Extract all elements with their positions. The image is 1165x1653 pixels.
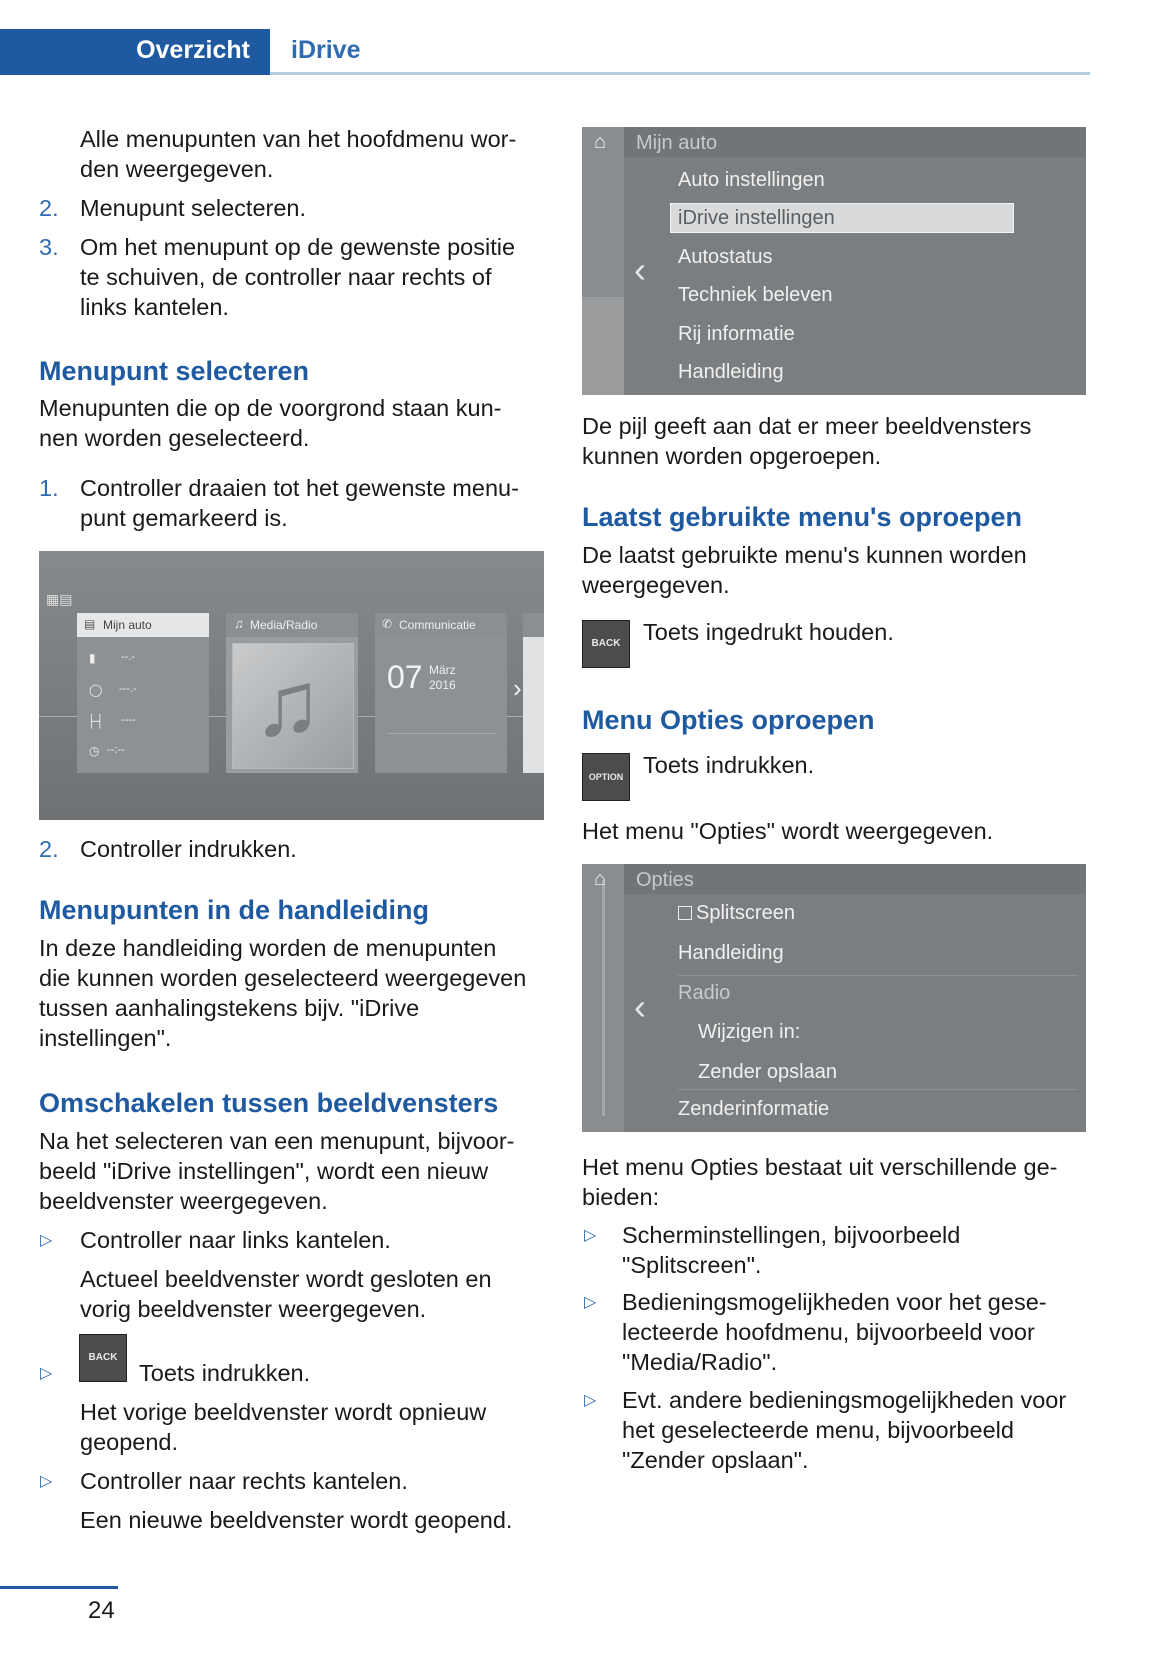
- divider: [387, 733, 497, 734]
- chevron-right-icon: ›: [513, 673, 522, 703]
- menu-item: Wijzigen in:: [698, 1021, 801, 1043]
- header-subsection: iDrive: [291, 36, 361, 64]
- divider: [678, 975, 1078, 976]
- paragraph-line: instellingen".: [39, 1025, 172, 1051]
- bullet-triangle-icon: ▷: [40, 1365, 53, 1382]
- back-key-icon: BACK: [79, 1334, 127, 1382]
- bullet-text: "Zender opslaan".: [622, 1447, 809, 1473]
- menu-item: Handleiding: [678, 361, 784, 383]
- checkbox-icon: [678, 906, 692, 920]
- gauge-icon: ◯: [89, 683, 103, 697]
- intro-line-2: den weergegeven.: [80, 156, 274, 182]
- menu-item: Handleiding: [678, 942, 784, 964]
- bullet-text: Controller naar links kantelen.: [80, 1227, 391, 1253]
- back-key-icon: BACK: [582, 620, 630, 668]
- paragraph-line: kunnen worden opgeroepen.: [582, 443, 882, 469]
- home-icon: ⌂: [594, 131, 607, 153]
- step-text: Controller draaien tot het gewenste menu-: [80, 475, 519, 501]
- bullet-text: "Splitscreen".: [622, 1252, 762, 1278]
- screen-title: Opties: [636, 869, 694, 891]
- menu-item: Autostatus: [678, 246, 773, 268]
- tile-label: Mijn auto: [103, 618, 152, 632]
- paragraph-line: In deze handleiding worden de menupunten: [39, 935, 497, 961]
- bullet-text: "Media/Radio".: [622, 1349, 778, 1375]
- tile-next-partial: [523, 613, 544, 773]
- bullet-text: het geselecteerde menu, bijvoorbeeld: [622, 1417, 1014, 1443]
- option-key-icon: OPTION: [582, 753, 630, 801]
- clock-icon: ◷: [89, 744, 100, 758]
- bullet-text: Evt. andere bedieningsmogelijkheden voor: [622, 1387, 1067, 1413]
- menu-item-selected: iDrive instellingen: [678, 207, 835, 229]
- tile-row-value: ----: [121, 714, 136, 726]
- heading-laatst-gebruikte: Laatst gebruikte menu's oproepen: [582, 502, 1023, 532]
- bullet-text: Scherminstellingen, bijvoorbeeld: [622, 1222, 961, 1248]
- bullet-subtext: Het vorige beeldvenster wordt opnieuw: [80, 1399, 487, 1425]
- paragraph-line: Het menu "Opties" wordt weergegeven.: [582, 818, 994, 844]
- album-art: [232, 643, 354, 769]
- paragraph-line: beeld "iDrive instellingen", wordt een nieuw: [39, 1158, 489, 1184]
- heading-menu-opties: Menu Opties oproepen: [582, 705, 875, 735]
- tile-row-value: --:--: [107, 744, 125, 756]
- tile-row-value: --.-: [121, 651, 136, 663]
- menu-item: Techniek beleven: [678, 284, 833, 306]
- paragraph-line: De pijl geeft aan dat er meer beeldvensters: [582, 413, 1032, 439]
- heading-menupunt-selecteren: Menupunt selecteren: [39, 356, 310, 386]
- paragraph-line: De laatst gebruikte menu's kunnen worden: [582, 542, 1027, 568]
- paragraph-line: Het menu Opties bestaat uit verschillende ge-: [582, 1154, 1058, 1180]
- bullet-text: lecteerde hoofdmenu, bijvoorbeeld voor: [622, 1319, 1035, 1345]
- menu-item: Rij informatie: [678, 323, 795, 345]
- chevron-left-icon: ‹: [634, 986, 646, 1027]
- paragraph-line: nen worden geselecteerd.: [39, 425, 310, 451]
- bullet-triangle-icon: ▷: [40, 1473, 53, 1490]
- bullet-subtext: vorig beeldvenster weergegeven.: [80, 1296, 427, 1322]
- header-section: Overzicht: [136, 36, 250, 64]
- bullet-subtext: geopend.: [80, 1429, 179, 1455]
- divider: [678, 1089, 1078, 1090]
- tile-media-radio: [226, 613, 358, 773]
- step-number: 1.: [39, 475, 59, 501]
- paragraph-line: beeldvenster weergegeven.: [39, 1188, 328, 1214]
- step-text: Controller indrukken.: [80, 836, 297, 862]
- step-number: 3.: [39, 234, 59, 260]
- step-text: links kantelen.: [80, 294, 229, 320]
- step-number: 2.: [39, 195, 59, 221]
- home-icon: ⌂: [594, 868, 607, 890]
- idrive-home-screen: [39, 551, 544, 820]
- tile-label: Communicatie: [399, 618, 476, 632]
- heading-omschakelen: Omschakelen tussen beeldvensters: [39, 1088, 499, 1118]
- paragraph-line: tussen aanhalingstekens bijv. "iDrive: [39, 995, 420, 1021]
- paragraph-line: Na het selecteren van een menupunt, bijvoor-: [39, 1128, 515, 1154]
- instruction-text: Toets ingedrukt houden.: [643, 619, 894, 645]
- header-section-tab: [0, 29, 270, 75]
- bullet-text: Bedieningsmogelijkheden voor het gese-: [622, 1289, 1047, 1315]
- page-number: 24: [88, 1597, 115, 1624]
- step-text: Om het menupunt op de gewenste positie: [80, 234, 516, 260]
- header-rule: [270, 72, 1090, 75]
- scroll-track: [602, 880, 605, 1116]
- date-day: 07: [387, 659, 423, 695]
- music-note-icon: ♫: [253, 653, 322, 755]
- menu-section-label: Radio: [678, 982, 731, 1004]
- menu-item: Zender opslaan: [698, 1061, 837, 1083]
- tile-label: Media/Radio: [250, 618, 318, 632]
- bullet-triangle-icon: ▷: [584, 1392, 597, 1409]
- paragraph-line: die kunnen worden geselecteerd weergegeven: [39, 965, 527, 991]
- chevron-left-icon: ‹: [634, 249, 646, 290]
- paragraph-line: bieden:: [582, 1184, 660, 1210]
- range-icon: ├┤: [87, 714, 105, 728]
- nav-strip-lower: [582, 297, 624, 395]
- tile-row-value: ---.-: [119, 683, 137, 695]
- menu-item: Auto instellingen: [678, 169, 825, 191]
- menu-item: Splitscreen: [696, 902, 795, 924]
- paragraph-line: Menupunten die op de voorgrond staan kun-: [39, 395, 502, 421]
- tile-header: [523, 613, 544, 637]
- settings-icon: ▦▤: [46, 591, 73, 607]
- screen-title: Mijn auto: [636, 132, 718, 154]
- idrive-mijn-auto-screen: [582, 127, 1086, 395]
- car-icon: ▤: [84, 617, 96, 631]
- heading-menupunten-handleiding: Menupunten in de handleiding: [39, 895, 429, 925]
- tile-communicatie: [375, 613, 507, 773]
- bullet-triangle-icon: ▷: [584, 1294, 597, 1311]
- step-text: Menupunt selecteren.: [80, 195, 307, 221]
- date-month: März: [429, 663, 456, 677]
- step-text: te schuiven, de controller naar rechts of: [80, 264, 492, 290]
- tile-mijn-auto: [77, 613, 209, 773]
- bullet-subtext: Een nieuwe beeldvenster wordt geopend.: [80, 1507, 513, 1533]
- step-number: 2.: [39, 836, 59, 862]
- paragraph-line: weergegeven.: [582, 572, 730, 598]
- music-note-icon: ♫: [234, 616, 244, 631]
- step-text: punt gemarkeerd is.: [80, 505, 288, 531]
- date-year: 2016: [429, 678, 456, 692]
- instruction-text: Toets indrukken.: [643, 752, 815, 778]
- bullet-triangle-icon: ▷: [40, 1232, 53, 1249]
- bullet-triangle-icon: ▷: [584, 1227, 597, 1244]
- footer-rule: [0, 1586, 118, 1589]
- menu-item: Zenderinformatie: [678, 1098, 830, 1120]
- intro-line-1: Alle menupunten van het hoofdmenu wor-: [80, 126, 517, 152]
- bullet-subtext: Actueel beeldvenster wordt gesloten en: [80, 1266, 492, 1292]
- idrive-opties-screen: [582, 864, 1086, 1132]
- bullet-text: Toets indrukken.: [139, 1360, 311, 1386]
- phone-icon: ✆: [382, 617, 393, 631]
- fuel-icon: ▮: [89, 651, 96, 665]
- bullet-text: Controller naar rechts kantelen.: [80, 1468, 408, 1494]
